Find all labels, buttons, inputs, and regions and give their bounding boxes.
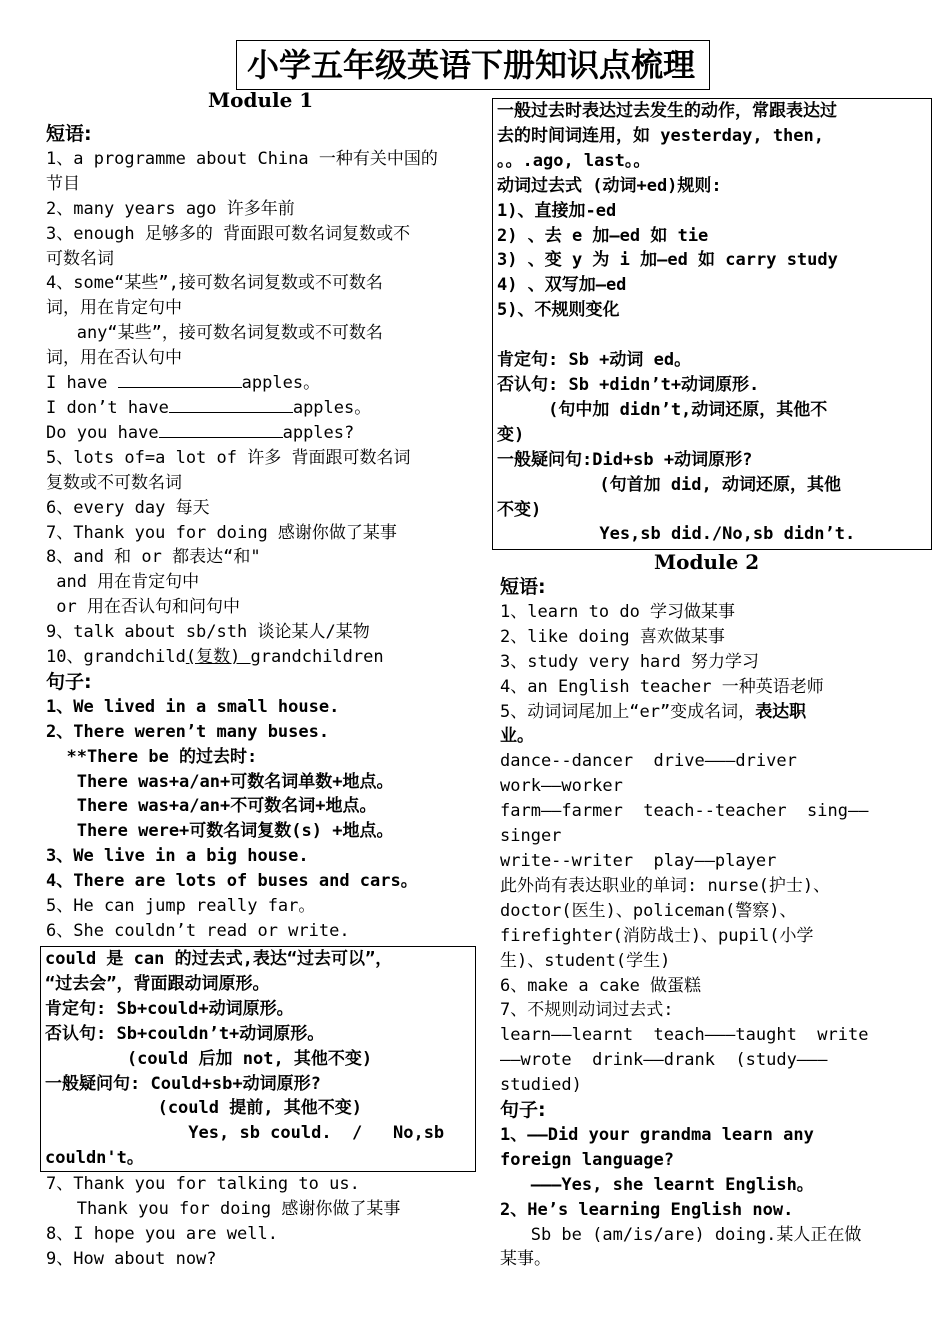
fill-blank-text: apples。	[241, 373, 321, 394]
phrase-text: 10、grandchild	[46, 647, 186, 668]
box-line: 变)	[497, 424, 525, 445]
phrase-line: 2、many years ago 许多年前	[46, 198, 295, 219]
box-line: 一般疑问句:Did+sb +动词原形?	[497, 449, 753, 470]
box-line: 3) 、变 y 为 i 加—ed 如 carry study	[497, 250, 838, 271]
phrase-line: and 用在肯定句中	[46, 572, 200, 593]
phrase-line: farm——farmer teach--teacher sing——	[500, 801, 869, 822]
sentence-line: 7、Thank you for talking to us.	[46, 1174, 360, 1194]
phrases-heading: 短语:	[500, 576, 546, 598]
box-line: couldn't。	[45, 1148, 144, 1169]
fill-blank-line	[46, 371, 476, 396]
box-line: 。。.ago, last。。	[497, 150, 651, 171]
phrase-line: 6、every day 每天	[46, 497, 210, 518]
phrase-line: studied)	[500, 1075, 582, 1096]
phrases-heading: 短语:	[46, 123, 92, 145]
right-column	[500, 549, 932, 1272]
box-line: 肯定句: Sb +动词 ed。	[497, 350, 692, 371]
left-column-bottom	[46, 1172, 476, 1272]
box-line: 4) 、双写加—ed	[497, 275, 627, 296]
phrase-line: 业。	[500, 726, 534, 747]
sentence-line: Sb be (am/is/are) doing.某人正在做	[500, 1224, 862, 1245]
box-line: (could 提前, 其他不变)	[45, 1098, 362, 1119]
fill-blank-text: apples。	[292, 397, 372, 418]
phrase-line: 7、不规则动词过去式:	[500, 1000, 674, 1021]
phrase-line: 4、some“某些”,接可数名词复数或不可数名	[46, 273, 383, 294]
fill-blank-line	[46, 421, 476, 446]
phrase-line: 5、lots of=a lot of 许多 背面跟可数名词	[46, 447, 411, 468]
box-line: 肯定句: Sb+could+动词原形。	[45, 998, 294, 1019]
box-line: could 是 can 的过去式,表达“过去可以”，	[45, 949, 393, 969]
box-line: (句中加 didn’t,动词还原，其他不	[497, 399, 828, 420]
fill-blank-text: I have	[46, 373, 118, 394]
phrase-line: or 用在否认句和问句中	[46, 597, 240, 618]
phrase-line: work——worker	[500, 776, 623, 797]
box-line: (句首加 did, 动词还原，其他	[497, 474, 841, 495]
box-spacer	[497, 323, 927, 348]
sentences-heading: 句子:	[46, 670, 92, 693]
phrase-line: 节目	[46, 173, 80, 194]
phrase-line: 8、and 和 or 都表达“和"	[46, 547, 261, 568]
module-2-title: Module 2	[654, 550, 760, 574]
plural-note: (复数)	[185, 647, 251, 668]
phrase-line: 1、a programme about China 一种有关中国的	[46, 148, 438, 169]
phrase-line: any“某些”，接可数名词复数或不可数名	[46, 323, 383, 344]
sentence-line: 6、She couldn’t read or write.	[46, 921, 350, 941]
sentence-line: 2、He’s learning English now.	[500, 1199, 794, 1220]
box-line: 一般疑问句: Could+sb+动词原形?	[45, 1073, 321, 1094]
left-column	[46, 86, 476, 944]
box-line: Yes, sb could. / No,sb	[45, 1123, 445, 1144]
phrase-text: grandchildren	[250, 647, 384, 668]
box-line: (could 后加 not, 其他不变)	[45, 1048, 373, 1069]
sentence-line: **There be 的过去时:	[46, 746, 258, 767]
sentence-line: Thank you for doing 感谢你做了某事	[46, 1198, 401, 1219]
sentence-line: There were+可数名词复数(s) +地点。	[46, 821, 394, 842]
box-line: “过去会”，背面跟动词原形。	[45, 973, 270, 994]
phrase-line: 复数或不可数名词	[46, 472, 182, 493]
box-line: 1)、直接加-ed	[497, 200, 617, 221]
phrase-line: 1、learn to do 学习做某事	[500, 601, 736, 622]
phrase-line: 词，用在否认句中	[46, 348, 182, 369]
fill-blank	[118, 372, 242, 388]
sentence-line: 3、We live in a big house.	[46, 846, 309, 867]
sentence-line: 8、I hope you are well.	[46, 1223, 278, 1244]
could-grammar-box	[40, 946, 476, 1172]
module-1-title: Module 1	[208, 88, 314, 112]
fill-blank	[159, 422, 283, 438]
sentences-heading: 句子:	[500, 1099, 546, 1122]
phrase-line: singer	[500, 826, 562, 847]
fill-blank-text: apples?	[282, 422, 355, 443]
phrase-line: 生)、student(学生)	[500, 950, 671, 971]
phrase-line: 4、an English teacher 一种英语老师	[500, 676, 824, 697]
phrase-line: 2、like doing 喜欢做某事	[500, 626, 725, 647]
sentence-line: 9、How about now?	[46, 1248, 217, 1269]
box-line: 否认句: Sb+couldn’t+动词原形。	[45, 1023, 325, 1044]
box-line: 不变)	[497, 499, 542, 520]
fill-blank-text: Do you have	[46, 422, 159, 443]
phrase-line: 3、study very hard 努力学习	[500, 651, 759, 672]
phrase-line: write--writer play——player	[500, 850, 777, 871]
sentence-line: 某事。	[500, 1249, 551, 1270]
phrase-line: learn——learnt teach———taught write	[500, 1025, 869, 1046]
phrase-line: ——wrote drink——drank (study———	[500, 1050, 828, 1071]
phrase-line	[46, 645, 476, 670]
sentence-line: There was+a/an+不可数名词+地点。	[46, 796, 377, 817]
sentence-line: 1、We lived in a small house.	[46, 696, 340, 717]
past-tense-grammar-box	[492, 98, 932, 550]
phrase-line	[500, 700, 932, 725]
box-line: 动词过去式 (动词+ed)规则:	[497, 175, 722, 196]
fill-blank-line	[46, 396, 476, 421]
phrase-line: 6、make a cake 做蛋糕	[500, 975, 702, 996]
phrase-line: 此外尚有表达职业的单词: nurse(护士)、	[500, 875, 831, 896]
phrase-line: 7、Thank you for doing 感谢你做了某事	[46, 522, 397, 543]
fill-blank-text: I don’t have	[46, 397, 169, 418]
sentence-line: 5、He can jump really far。	[46, 896, 316, 917]
box-line: 一般过去时表达过去发生的动作，常跟表达过	[497, 101, 837, 121]
box-line: 去的时间词连用，如 yesterday, then,	[497, 125, 824, 146]
phrase-line: firefighter(消防战士)、pupil(小学	[500, 925, 814, 946]
page-title: 小学五年级英语下册知识点梳理	[236, 40, 710, 90]
sentence-line: 1、——Did your grandma learn any	[500, 1124, 814, 1145]
phrase-text: 5、动词词尾加上“er”变成名词，	[500, 701, 756, 722]
box-line: Yes,sb did./No,sb didn’t.	[497, 524, 856, 545]
sentence-line: 4、There are lots of buses and cars。	[46, 871, 418, 892]
sentence-line: 2、There weren’t many buses.	[46, 721, 330, 742]
phrase-line: 词，用在肯定句中	[46, 298, 182, 319]
phrase-emphasis: 表达职	[755, 701, 807, 722]
phrase-line: 3、enough 足够多的 背面跟可数名词复数或不	[46, 223, 411, 244]
phrase-line: doctor(医生)、policeman(警察)、	[500, 900, 797, 921]
fill-blank	[169, 397, 293, 413]
phrase-line: 9、talk about sb/sth 谈论某人/某物	[46, 622, 370, 643]
box-line: 5)、不规则变化	[497, 300, 620, 321]
sentence-line: There was+a/an+可数名词单数+地点。	[46, 771, 394, 792]
phrase-line: 可数名词	[46, 248, 114, 269]
box-line: 2) 、去 e 加—ed 如 tie	[497, 225, 709, 246]
box-line: 否认句: Sb +didn’t+动词原形.	[497, 374, 760, 395]
phrase-line: dance--dancer drive———driver	[500, 751, 797, 772]
sentence-line: foreign language?	[500, 1149, 674, 1170]
sentence-line: ———Yes, she learnt English。	[500, 1174, 814, 1195]
